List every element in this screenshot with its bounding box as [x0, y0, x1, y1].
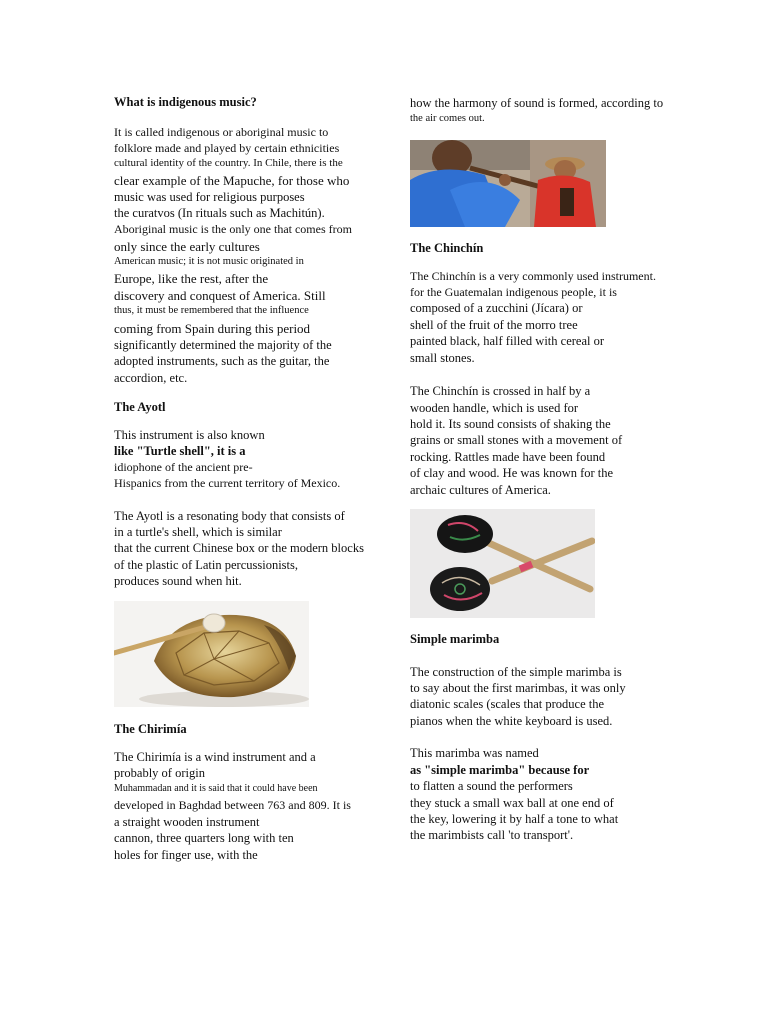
- text-line: holes for finger use, with the: [114, 848, 258, 862]
- text-line: composed of a zucchini (Jícara) or: [410, 301, 583, 315]
- text-line: archaic cultures of America.: [410, 483, 551, 497]
- text-line: rocking. Rattles made have been found: [410, 450, 606, 464]
- text-line: like "Turtle shell", it is a: [114, 444, 246, 458]
- text-line: wooden handle, which is used for: [410, 401, 579, 415]
- text-line: It is called indigenous or aboriginal music to: [114, 125, 329, 139]
- text-line: The Chirimía is a wind instrument and a: [114, 750, 316, 764]
- text-line: The construction of the simple marimba is: [410, 665, 622, 679]
- text-line: the air comes out.: [410, 113, 485, 124]
- text-line: produces sound when hit.: [114, 574, 242, 588]
- text-line: discovery and conquest of America. Still: [114, 288, 326, 303]
- heading-chinchin: The Chinchín: [410, 241, 484, 255]
- text-line: how the harmony of sound is formed, according to: [410, 96, 664, 110]
- text-line: idiophone of the ancient pre-: [114, 460, 253, 474]
- musicians-photo: [410, 140, 606, 227]
- text-line: coming from Spain during this period: [114, 321, 311, 336]
- text-line: pianos when the white keyboard is used.: [410, 714, 613, 728]
- text-line: the curatvos (In rituals such as Machitún).: [114, 206, 325, 220]
- text-line: to say about the first marimbas, it was only: [410, 681, 626, 695]
- text-line: that the current Chinese box or the modern blocks: [114, 541, 364, 555]
- text-line: hold it. Its sound consists of shaking the: [410, 417, 611, 431]
- text-line: painted black, half filled with cereal or: [410, 334, 605, 348]
- text-line: for the Guatemalan indigenous people, it is: [410, 285, 617, 299]
- text-line: developed in Baghdad between 763 and 809. It is: [114, 798, 351, 812]
- text-line: Europe, like the rest, after the: [114, 271, 269, 286]
- text-line: grains or small stones with a movement of: [410, 433, 623, 447]
- text-line: thus, it must be remembered that the influence: [114, 305, 309, 316]
- text-line: the key, lowering it by half a tone to what: [410, 812, 619, 826]
- text-line: they stuck a small wax ball at one end of: [410, 796, 614, 810]
- text-line: a straight wooden instrument: [114, 815, 260, 829]
- text-line: cannon, three quarters long with ten: [114, 831, 294, 845]
- text-line: The Ayotl is a resonating body that consists of: [114, 509, 345, 523]
- text-line: of clay and wood. He was known for the: [410, 466, 614, 480]
- text-line: Muhammadan and it is said that it could have been: [114, 783, 318, 794]
- text-line: shell of the fruit of the morro tree: [410, 318, 578, 332]
- text-line: adopted instruments, such as the guitar, the: [114, 354, 330, 368]
- text-line: probably of origin: [114, 766, 205, 780]
- text-line: as "simple marimba" because for: [410, 763, 590, 777]
- text-line: American music; it is not music originated in: [114, 256, 304, 267]
- text-line: folklore made and played by certain ethnicities: [114, 141, 340, 155]
- text-line: cultural identity of the country. In Chile, there is the: [114, 157, 343, 169]
- heading-indigenous-music: What is indigenous music?: [114, 95, 257, 109]
- turtle-shell-photo: [114, 601, 309, 707]
- text-line: diatonic scales (scales that produce the: [410, 697, 605, 711]
- text-line: clear example of the Mapuche, for those who: [114, 173, 350, 188]
- text-line: accordion, etc.: [114, 371, 188, 385]
- text-line: to flatten a sound the performers: [410, 779, 573, 793]
- text-line: This marimba was named: [410, 746, 539, 760]
- text-line: This instrument is also known: [114, 428, 265, 442]
- text-line: The Chinchín is crossed in half by a: [410, 384, 591, 398]
- text-line: only since the early cultures: [114, 239, 260, 254]
- text-line: in a turtle's shell, which is similar: [114, 525, 282, 539]
- text-line: music was used for religious purposes: [114, 190, 305, 204]
- text-line: Hispanics from the current territory of Mexico.: [114, 476, 341, 490]
- chinchin-rattles-photo: [410, 509, 595, 618]
- text-line: Aboriginal music is the only one that comes from: [114, 222, 352, 236]
- heading-simple-marimba: Simple marimba: [410, 632, 500, 646]
- text-line: The Chinchín is a very commonly used instrument.: [410, 269, 656, 283]
- text-line: small stones.: [410, 351, 475, 365]
- heading-ayotl: The Ayotl: [114, 400, 166, 414]
- text-line: significantly determined the majority of the: [114, 338, 332, 352]
- heading-chirimia: The Chirimía: [114, 722, 187, 736]
- text-line: the marimbists call 'to transport'.: [410, 828, 574, 842]
- text-line: of the plastic of Latin percussionists,: [114, 558, 298, 572]
